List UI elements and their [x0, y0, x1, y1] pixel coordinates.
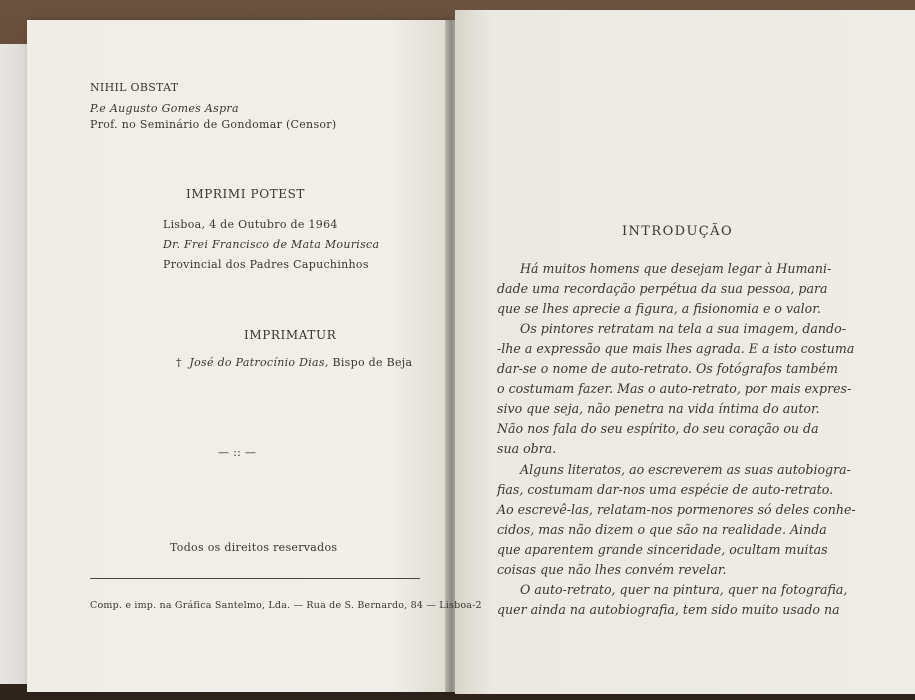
body-line: que se lhes aprecie a figura, a fisionomia e o valor.	[497, 301, 821, 316]
body-line: Não nos fala do seu espírito, do seu coração ou da	[497, 421, 819, 436]
potest-title: Provincial dos Padres Capuchinhos	[163, 258, 369, 271]
potest-name: Dr. Frei Francisco de Mata Mourisca	[163, 238, 380, 251]
nihil-obstat-heading: NIHIL OBSTAT	[90, 81, 179, 94]
imprimatur-signature	[176, 356, 412, 369]
body-line: Alguns literatos, ao escreverem as suas autobiogra-	[520, 462, 851, 477]
body-line: que aparentem grande sinceridade, ocultam muitas	[497, 542, 828, 557]
body-line: Ao escrevê-las, relatam-nos pormenores só deles conhe-	[497, 502, 856, 517]
body-line: Há muitos homens que desejam legar à Humani-	[520, 261, 832, 276]
imprimatur-heading: IMPRIMATUR	[244, 328, 337, 342]
body-line: -lhe a expressão que mais lhes agrada. E a isto costuma	[497, 341, 855, 356]
imprimatur-title: Bispo de Beja	[332, 356, 413, 369]
dagger-icon: †	[176, 356, 182, 369]
imprint-line: Comp. e imp. na Gráfica Santelmo, Lda. — Rua de S. Bernardo, 84 — Lisboa-2	[90, 600, 482, 611]
divider-mark: — :: —	[218, 446, 257, 459]
body-line: sivo que seja, não penetra na vida íntima do autor.	[497, 401, 820, 416]
body-line: cidos, mas não dizem o que são na realidade. Ainda	[497, 522, 827, 537]
body-line: sua obra.	[497, 441, 557, 456]
body-line: o costumam fazer. Mas o auto-retrato, por mais expres-	[497, 381, 852, 396]
body-line: dar-se o nome de auto-retrato. Os fotógrafos também	[497, 361, 838, 376]
rights-reserved: Todos os direitos reservados	[170, 541, 338, 554]
body-line: Os pintores retratam na tela a sua imagem, dando-	[520, 321, 846, 336]
body-line: fias, costumam dar-nos uma espécie de auto-retrato.	[497, 482, 834, 497]
body-line: dade uma recordação perpétua da sua pessoa, para	[497, 281, 828, 296]
body-line: quer ainda na autobiografia, tem sido muito usado na	[497, 602, 840, 617]
censor-name: P.e Augusto Gomes Aspra	[90, 102, 239, 115]
imprimatur-name: José do Patrocínio Dias,	[189, 356, 329, 369]
chapter-title: INTRODUÇÃO	[622, 224, 733, 239]
censor-title: Prof. no Seminário de Gondomar (Censor)	[90, 118, 337, 131]
imprimi-potest-heading: IMPRIMI POTEST	[186, 187, 306, 201]
body-line: O auto-retrato, quer na pintura, quer na fotografia,	[520, 582, 848, 597]
potest-date: Lisboa, 4 de Outubro de 1964	[163, 218, 338, 231]
imprint-rule	[90, 578, 420, 579]
body-line: coisas que não lhes convém revelar.	[497, 562, 727, 577]
